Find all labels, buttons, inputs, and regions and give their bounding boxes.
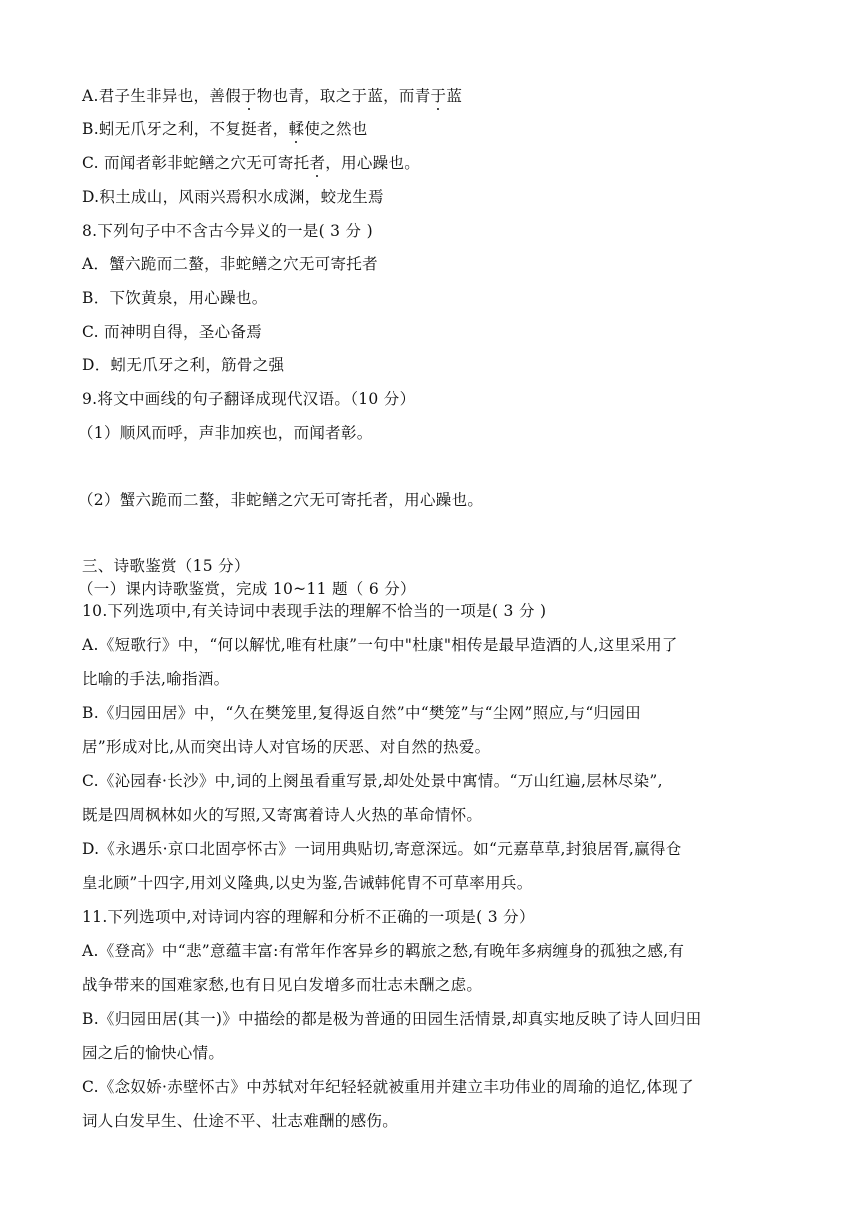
q11-option-a-line2: 战争带来的国难家愁,也有日见白发增多而壮志未酬之虑。 <box>82 976 483 994</box>
q10-option-c-line2: 既是四周枫林如火的写照,又寄寓着诗人火热的革命情怀。 <box>82 806 483 824</box>
q7-option-a: A.君子生非异也，善假于物也青，取之于蓝，而青于蓝 <box>82 87 463 105</box>
q8-option-c: C. 而神明自得，圣心备焉 <box>82 323 263 341</box>
q8-option-d: D．蚓无爪牙之利，筋骨之强 <box>82 356 285 374</box>
q11-option-b-line2: 园之后的愉快心情。 <box>82 1044 225 1062</box>
q8-option-b: B．下饮黄泉，用心躁也。 <box>82 289 268 307</box>
q8-stem: 8.下列句子中不含古今异义的一是( 3 分 ) <box>82 222 373 240</box>
q7-option-c: C. 而闻者彰非蛇鳝之穴无可寄托者，用心躁也。 <box>82 154 421 172</box>
q10-option-c-line1: C.《沁园春·长沙》中,词的上阕虽看重写景,却处处景中寓情。“万山红遍,层林尽染”, <box>82 772 663 790</box>
q9-sentence-2: （2）蟹六跪而二螯，非蛇鳝之穴无可寄托者，用心躁也。 <box>78 491 484 509</box>
q7-option-d: D.积土成山，风雨兴焉积水成渊，蛟龙生焉 <box>82 188 384 206</box>
q11-option-c-line2: 词人白发早生、仕途不平、壮志难酬的感伤。 <box>82 1112 399 1130</box>
emphasis-char: 輮 <box>288 120 305 138</box>
q7-option-b: B.蚓无爪牙之利，不复挺者，輮使之然也 <box>82 120 368 138</box>
emphasis-char: 者 <box>309 154 326 172</box>
section-3-subtitle: （一）课内诗歌鉴赏，完成 10~11 题（ 6 分） <box>78 580 416 598</box>
q10-option-b-line1: B.《归园田居》中，“久在樊笼里,复得返自然”中“樊笼”与“尘网”照应,与“归园田 <box>82 704 641 722</box>
q10-option-d-line2: 皇北顾”十四字,用刘义隆典,以史为鉴,告诫韩侂胄不可草率用兵。 <box>82 874 533 892</box>
q10-option-a-line2: 比喻的手法,喻指酒。 <box>82 670 230 688</box>
emphasis-char: 于 <box>240 87 257 105</box>
q11-option-c-line1: C.《念奴娇·赤壁怀古》中苏轼对年纪轻轻就被重用并建立丰功伟业的周瑜的追忆,体现了 <box>82 1078 694 1096</box>
q8-option-a: A．蟹六跪而二螯，非蛇鳝之穴无可寄托者 <box>82 255 378 273</box>
q9-sentence-1: （1）顺风而呼，声非加疾也，而闻者彰。 <box>78 424 373 442</box>
q10-stem: 10.下列选项中,有关诗词中表现手法的理解不恰当的一项是( 3 分 ) <box>82 602 547 620</box>
section-3-title: 三、诗歌鉴赏（15 分） <box>82 557 250 575</box>
q9-stem: 9.将文中画线的句子翻译成现代汉语。（10 分） <box>82 390 416 408</box>
emphasis-char: 于 <box>430 87 447 105</box>
q10-option-d-line1: D.《永遇乐·京口北固亭怀古》一词用典贴切,寄意深远。如“元嘉草草,封狼居胥,赢得仓 <box>82 840 682 858</box>
q10-option-a-line1: A.《短歌行》中，“何以解忧,唯有杜康”一句中"杜康"相传是最早造酒的人,这里采用了 <box>82 636 678 654</box>
q10-option-b-line2: 居”形成对比,从而突出诗人对官场的厌恶、对自然的热爱。 <box>82 738 491 756</box>
q11-stem: 11.下列选项中,对诗词内容的理解和分析不正确的一项是( 3 分） <box>82 908 535 926</box>
q11-option-b-line1: B.《归园田居(其一)》中描绘的都是极为普通的田园生活情景,却真实地反映了诗人回归田 <box>82 1010 702 1028</box>
q11-option-a-line1: A.《登高》中“悲”意蕴丰富:有常年作客异乡的羁旅之愁,有晚年多病缠身的孤独之感,有 <box>82 942 685 960</box>
